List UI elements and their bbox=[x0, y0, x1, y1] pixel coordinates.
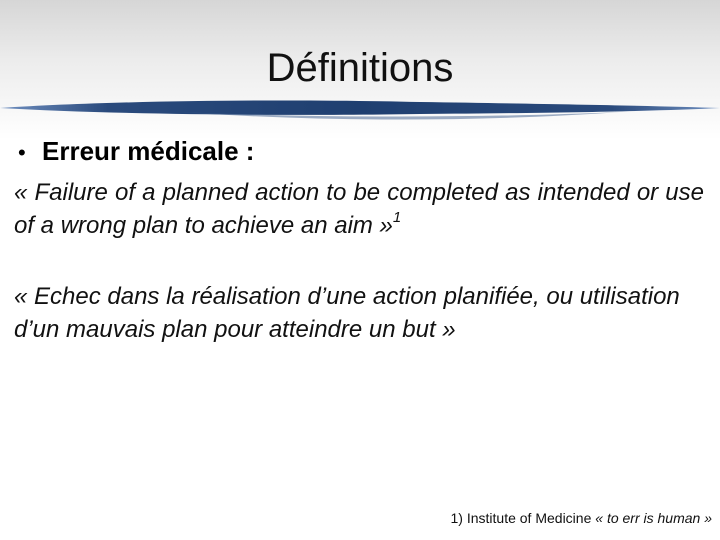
quote-english-text: « Failure of a planned action to be completed as intended or use of a wrong plan to achieve an aim » bbox=[14, 179, 704, 239]
definition-quote-french bbox=[14, 280, 704, 346]
bullet-label: Erreur médicale : bbox=[42, 136, 255, 166]
title-underline-rule bbox=[0, 96, 720, 126]
definition-quote-english bbox=[14, 176, 704, 242]
slide-title: Définitions bbox=[266, 46, 454, 90]
reference-title: « to err is human » bbox=[595, 510, 712, 526]
bullet-dot: • bbox=[18, 140, 26, 165]
reference-source: 1) Institute of Medicine bbox=[450, 510, 592, 526]
footnote-mark: 1 bbox=[392, 209, 402, 226]
quote-french-text: « Echec dans la réalisation d’une action planifiée, ou utilisation d’un mauvais plan pour atteindre un but » bbox=[14, 283, 680, 343]
footnote-reference bbox=[451, 508, 712, 528]
bullet-item-erreur-medicale bbox=[18, 134, 254, 170]
